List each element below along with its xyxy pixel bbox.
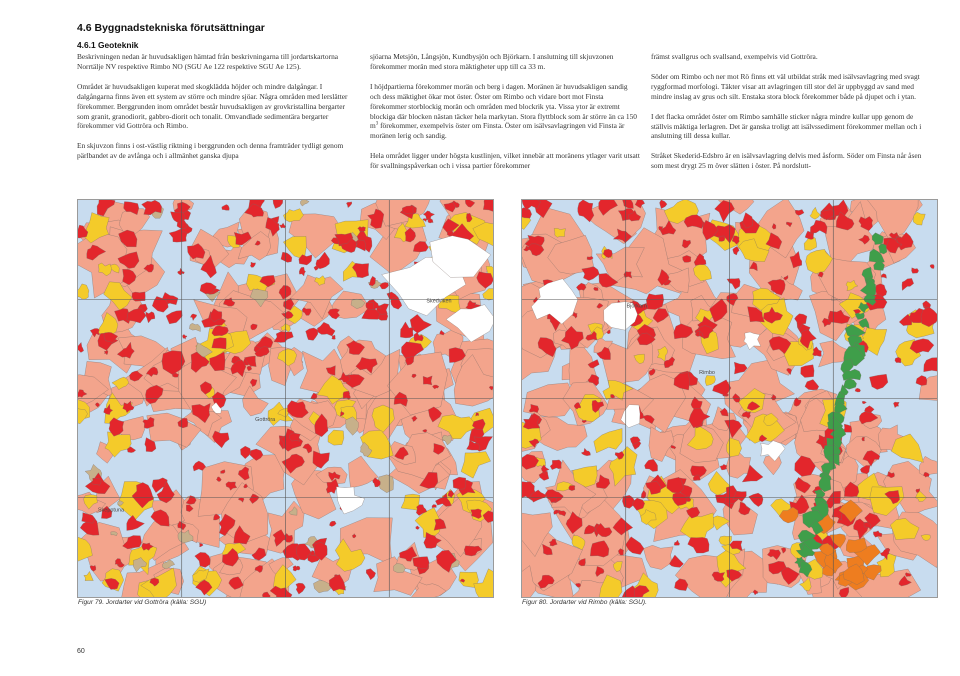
text-column-2 bbox=[370, 52, 640, 181]
soil-map-rimbo-graphic bbox=[522, 200, 937, 597]
bedrock-outcrop bbox=[862, 437, 865, 441]
paragraph: främst svallgrus och svallsand, exempelvis vid Gottröra. bbox=[651, 52, 818, 61]
text-column-3 bbox=[651, 52, 933, 181]
superscript: 3 bbox=[375, 121, 379, 127]
map-place-label: Gottröra bbox=[255, 416, 276, 423]
paragraph-text: förekommer, exempelvis öster om Finsta. Öster om isälvsavlagringen vid Finsta är moränen lerig och sandig. bbox=[370, 121, 625, 141]
soil-map-rimbo bbox=[521, 199, 938, 598]
paragraph: I det flacka området öster om Rimbo samhälle sticker några mindre kullar upp genom de ställvis mäktiga lerlagren. Det är ganska troligt att isälvssediment förekommer mellan och i anslutning till dessa kullar. bbox=[651, 111, 922, 141]
paragraph: Söder om Rimbo och ner mot Rö finns ett väl utbildat stråk med isälvsavlagring med svagt ryggformad morfologi. Täkter visar att avlagringen till stor del är uppbyggd av sand med mindre inslag av grus och silt. Enstaka stora block förekommer både på djupet och i ytan. bbox=[651, 71, 920, 101]
page-number: 60 bbox=[77, 648, 85, 655]
map-place-label: Björkarn bbox=[626, 303, 647, 310]
map-place-label: Skepptuna bbox=[97, 507, 125, 514]
bedrock-outcrop bbox=[801, 365, 814, 378]
soil-map-gottrora-graphic bbox=[78, 200, 493, 597]
bedrock-outcrop bbox=[719, 236, 725, 241]
bedrock-outcrop bbox=[296, 566, 300, 570]
section-heading: 4.6 Byggnadstekniska förutsättningar bbox=[77, 22, 265, 34]
text-column-1 bbox=[77, 52, 359, 171]
bedrock-outcrop bbox=[212, 338, 227, 349]
paragraph: Beskrivningen nedan är huvudsakligen hämtad från beskrivningarna till jordartskartorna Norrtälje NV respektive Rimbo NO (SGU Ae 122 respektive SGU Ae 125). bbox=[77, 52, 339, 71]
bedrock-outcrop bbox=[402, 206, 414, 213]
sand-area bbox=[554, 228, 566, 237]
paragraph: Området är huvudsakligen kuperat med skogklädda höjder och mindre dalgångar. I dalgångarna finns även ett system av större och mindre sjöar. Några områden med lerslätter förekommer. Berggrunden inom området består huvudsakligen av grovkristallina bergarter som granit, granodiorit, gabbro-diorit och tonalit. Omvandlade sedimentära bergarter förekommer vid Gottröra och Rimbo. bbox=[77, 81, 348, 131]
map-place-label: Rimbo bbox=[699, 370, 715, 377]
bedrock-outcrop bbox=[132, 292, 145, 301]
paragraph bbox=[370, 82, 640, 141]
subsection-heading: 4.6.1 Geoteknik bbox=[77, 40, 139, 50]
paragraph: Stråket Skederid-Edsbro är en isälvsavlagring delvis med åsform. Söder om Finsta når åsen som mest drygt 25 m över slätten i öster. På nordslutt- bbox=[651, 151, 922, 171]
paragraph: sjöarna Metsjön, Långsjön, Kundbysjön och Björkarn. I anslutning till skjuvzonen förekommer morän med stora mäktigheter upp till ca 33 m. bbox=[370, 52, 614, 71]
figure-caption-80: Figur 80. Jordarter vid Rimbo (källa: SGU). bbox=[522, 599, 647, 606]
paragraph: Hela området ligger under högsta kustlinjen, vilket innebär att moränens ytlager varit utsatt för svallningspåverkan och i vissa partier förekommer bbox=[370, 151, 640, 171]
paragraph-text: I höjdpartierna förekommer morän och berg i dagen. Moränen är huvudsakligen sandig och dess mäktighet ökar mot öster. Öster om Rimbo och vidare bort mot Finsta förekommer storblockig morän och områden med blockrik yta. Vissa ytor är extremt blockiga där blocken nästan täcker hela markytan. Stora flyttblock som är större än ca 150 m bbox=[370, 81, 637, 131]
bedrock-outcrop bbox=[683, 255, 691, 262]
paragraph: En skjuvzon finns i ost-västlig riktning i berggrunden och denna framträder tydligt genom pärlbandet av de avlånga och i allmänhet ganska djupa bbox=[77, 141, 344, 161]
figure-caption-79: Figur 79. Jordarter vid Gottröra (källa: SGU) bbox=[78, 599, 207, 606]
esker-deposit bbox=[879, 244, 887, 254]
soil-map-gottrora bbox=[77, 199, 494, 598]
map-place-label: Skedviken bbox=[426, 298, 452, 305]
